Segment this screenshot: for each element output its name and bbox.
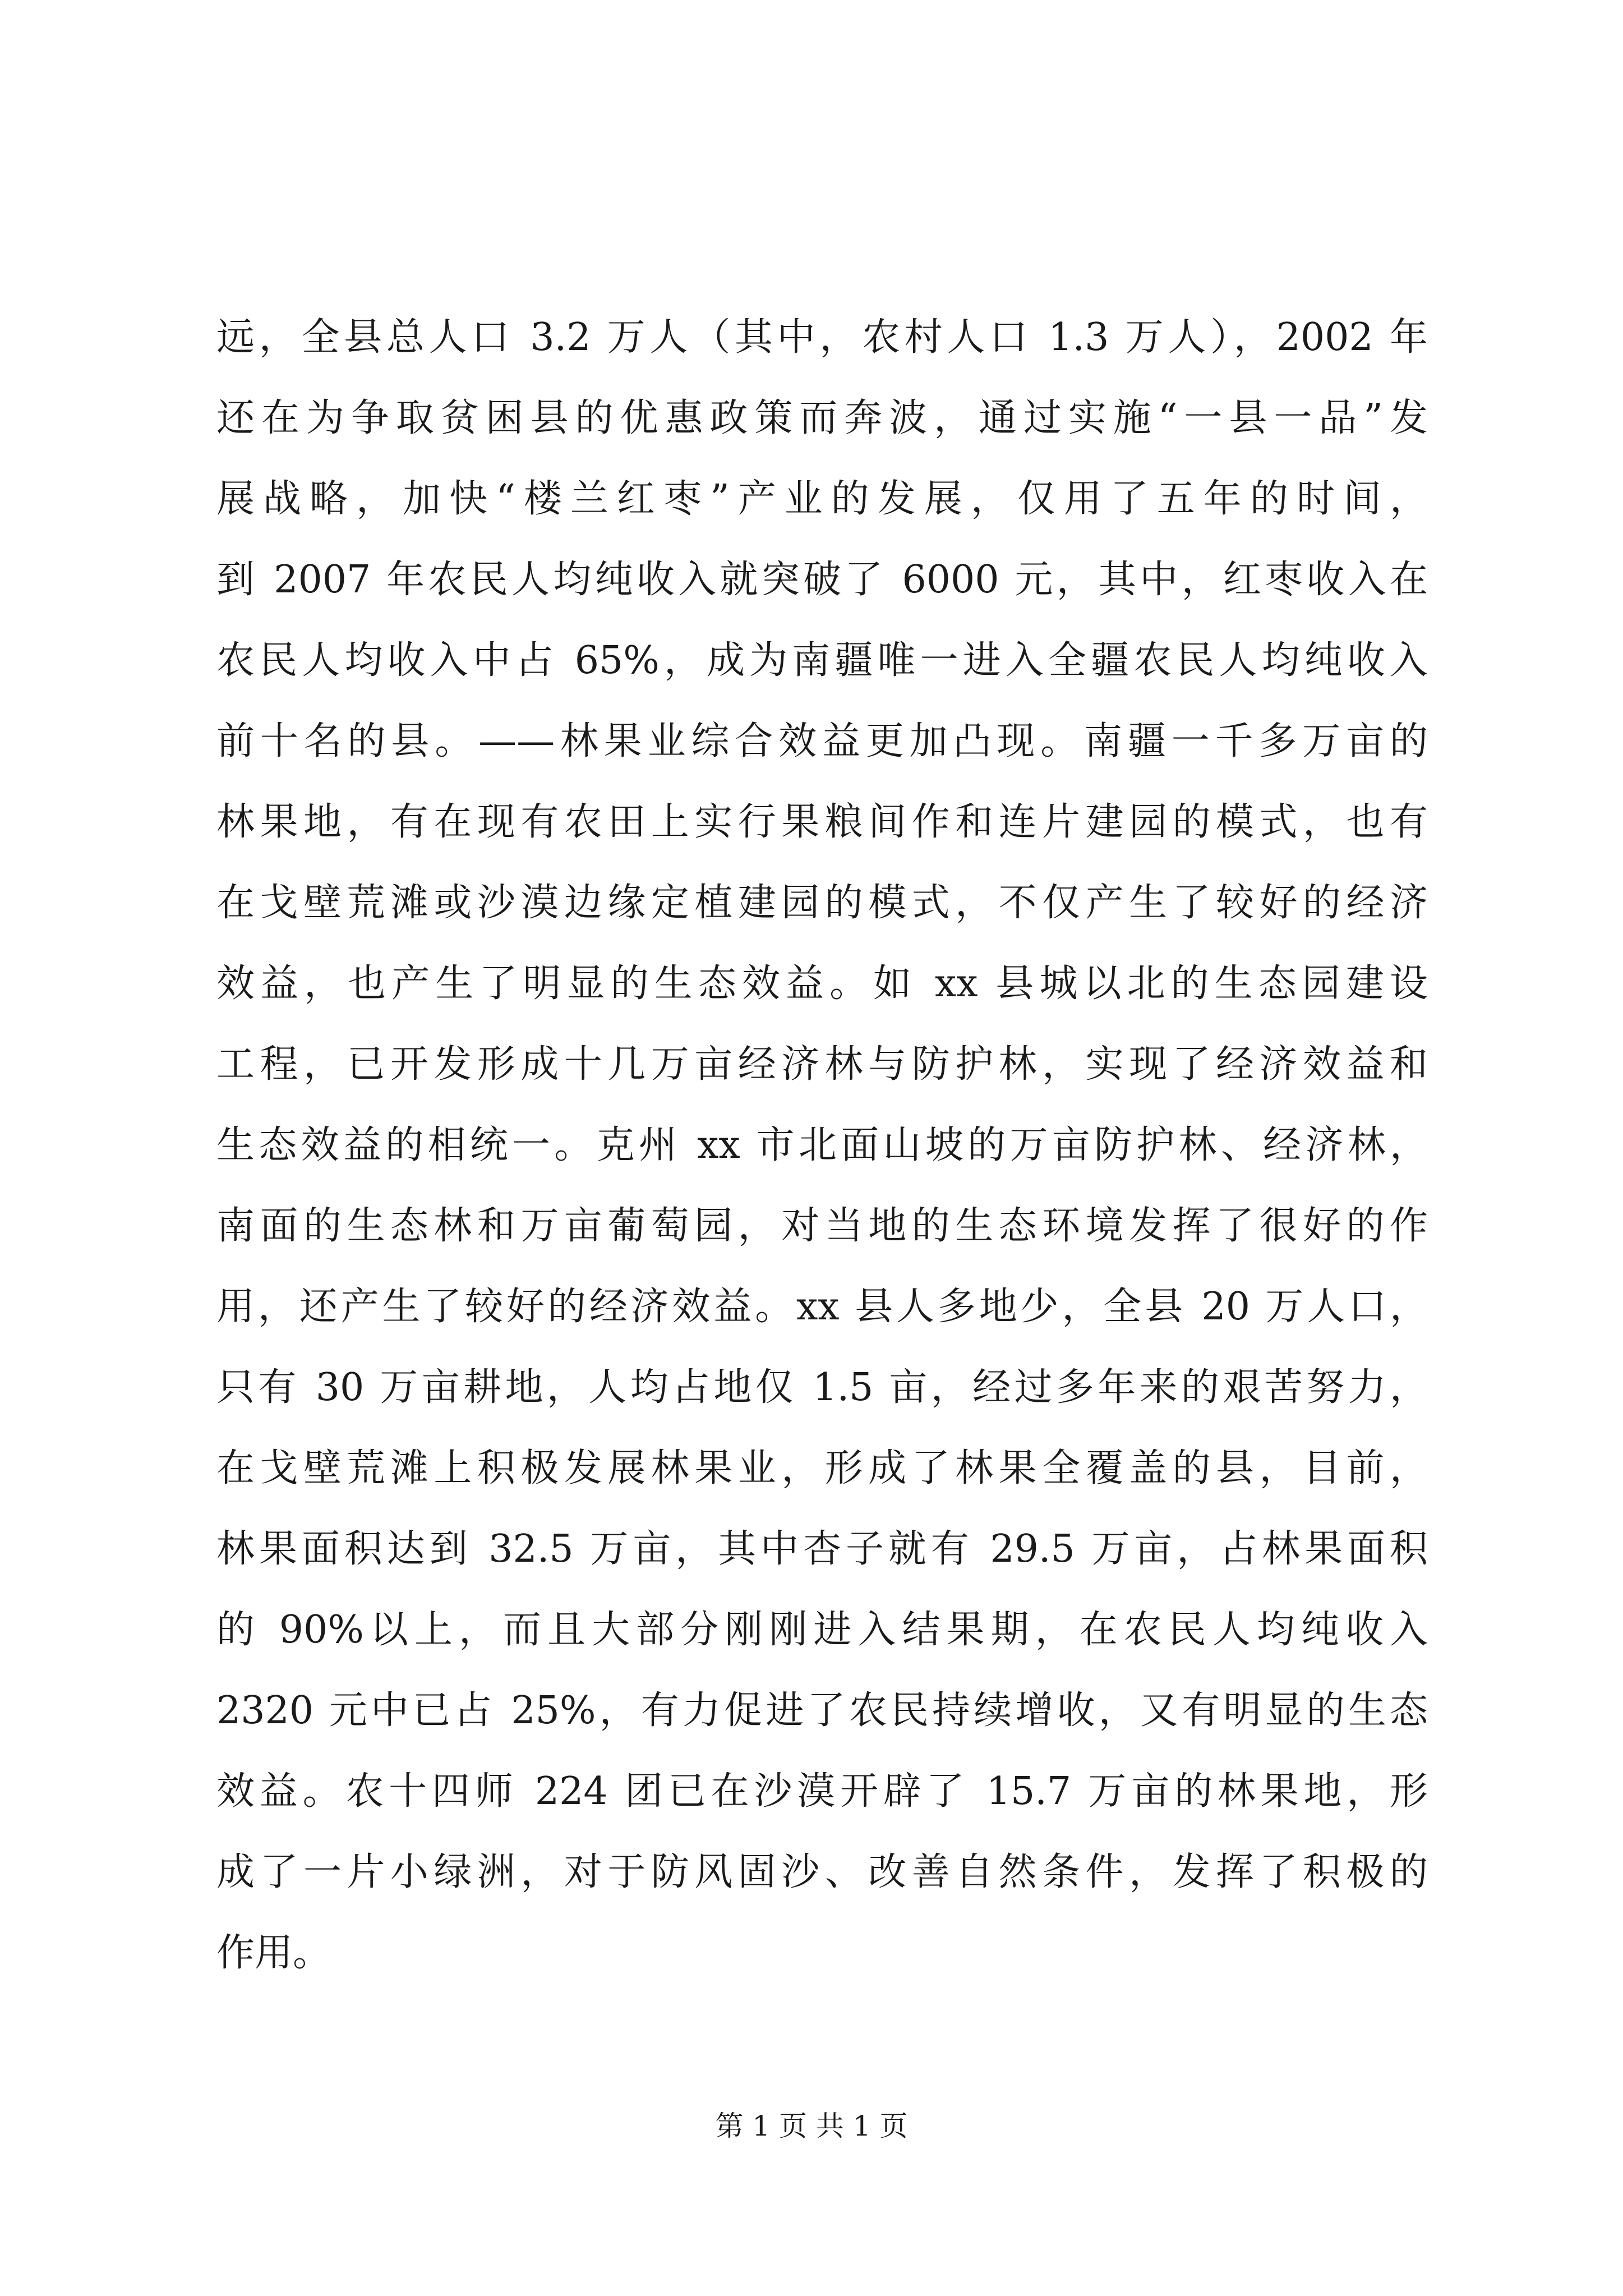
text-line: 只有 30 万亩耕地，人均占地仅 1.5 亩，经过多年来的艰苦努力， bbox=[216, 1365, 1428, 1410]
text-line: 效益，也产生了明显的生态效益。如 xx 县城以北的生态园建设 bbox=[216, 961, 1428, 1006]
text-line: 农民人均收入中占 65%，成为南疆唯一进入全疆农民人均纯收入 bbox=[216, 638, 1428, 683]
page-number-footer: 第 1 页 共 1 页 bbox=[715, 2110, 908, 2142]
text-line: 林果面积达到 32.5 万亩，其中杏子就有 29.5 万亩，占林果面积 bbox=[216, 1527, 1428, 1571]
text-line: 的 90%以上，而且大部分刚刚进入结果期，在农民人均纯收入 bbox=[216, 1608, 1428, 1652]
text-line: 在戈壁荒滩上积极发展林果业，形成了林果全覆盖的县，目前， bbox=[216, 1446, 1428, 1490]
text-line: 作用。 bbox=[216, 1931, 331, 1975]
text-line: 还在为争取贫困县的优惠政策而奔波，通过实施“一县一品”发 bbox=[216, 396, 1428, 440]
text-line: 2320 元中已占 25%，有力促进了农民持续增收，又有明显的生态 bbox=[216, 1688, 1428, 1733]
text-line: 成了一片小绿洲，对于防风固沙、改善自然条件，发挥了积极的 bbox=[216, 1850, 1428, 1894]
text-line: 到 2007 年农民人均纯收入就突破了 6000 元，其中，红枣收入在 bbox=[216, 558, 1428, 602]
text-line: 南面的生态林和万亩葡萄园，对当地的生态环境发挥了很好的作 bbox=[216, 1204, 1428, 1248]
text-line: 效益。农十四师 224 团已在沙漠开辟了 15.7 万亩的林果地，形 bbox=[216, 1769, 1428, 1814]
text-line: 远，全县总人口 3.2 万人（其中，农村人口 1.3 万人），2002 年 bbox=[216, 315, 1428, 360]
text-line: 展战略，加快“楼兰红枣”产业的发展，仅用了五年的时间， bbox=[216, 477, 1428, 521]
text-line: 工程，已开发形成十几万亩经济林与防护林，实现了经济效益和 bbox=[216, 1042, 1428, 1087]
text-line: 生态效益的相统一。克州 xx 市北面山坡的万亩防护林、经济林， bbox=[216, 1123, 1428, 1167]
text-line: 前十名的县。——林果业综合效益更加凸现。南疆一千多万亩的 bbox=[216, 719, 1428, 763]
text-line: 林果地，有在现有农田上实行果粮间作和连片建园的模式，也有 bbox=[216, 800, 1428, 844]
text-line: 用，还产生了较好的经济效益。xx 县人多地少，全县 20 万人口， bbox=[216, 1285, 1428, 1329]
body-paragraph bbox=[216, 297, 1428, 1994]
text-line: 在戈壁荒滩或沙漠边缘定植建园的模式，不仅产生了较好的经济 bbox=[216, 881, 1428, 925]
